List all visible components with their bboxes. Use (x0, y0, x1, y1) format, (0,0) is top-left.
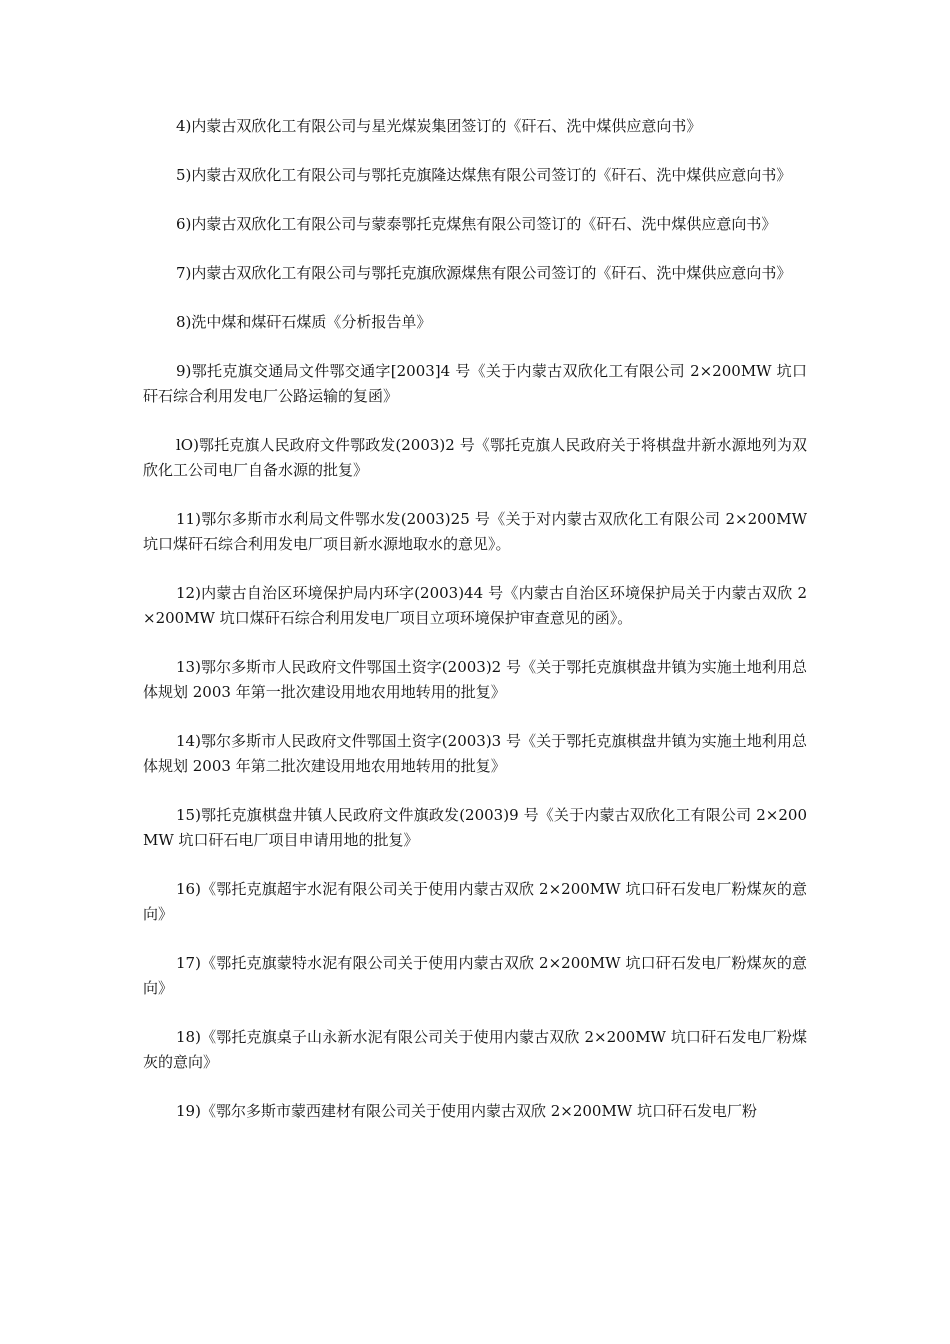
list-item: 13)鄂尔多斯市人民政府文件鄂国土资字(2003)2 号《关于鄂托克旗棋盘井镇为实施土地利用总体规划 2003 年第一批次建设用地农用地转用的批复》 (143, 658, 807, 701)
document-body (143, 114, 807, 1148)
list-item: 15)鄂托克旗棋盘井镇人民政府文件旗政发(2003)9 号《关于内蒙古双欣化工有限公司 2×200MW 坑口矸石电厂项目申请用地的批复》 (143, 806, 807, 849)
list-item: 14)鄂尔多斯市人民政府文件鄂国土资字(2003)3 号《关于鄂托克旗棋盘井镇为实施土地利用总体规划 2003 年第二批次建设用地农用地转用的批复》 (143, 732, 807, 775)
list-item: 8)洗中煤和煤矸石煤质《分析报告单》 (176, 313, 432, 331)
list-item: 16)《鄂托克旗超宇水泥有限公司关于使用内蒙古双欣 2×200MW 坑口矸石发电厂粉煤灰的意向》 (143, 880, 807, 923)
list-item: 6)内蒙古双欣化工有限公司与蒙泰鄂托克煤焦有限公司签订的《矸石、洗中煤供应意向书》 (176, 215, 777, 233)
list-item: 9)鄂托克旗交通局文件鄂交通字[2003]4 号《关于内蒙古双欣化工有限公司 2×200MW 坑口矸石综合利用发电厂公路运输的复函》 (143, 362, 807, 405)
list-item: 17)《鄂托克旗蒙特水泥有限公司关于使用内蒙古双欣 2×200MW 坑口矸石发电厂粉煤灰的意向》 (143, 954, 807, 997)
list-item: 11)鄂尔多斯市水利局文件鄂水发(2003)25 号《关于对内蒙古双欣化工有限公司 2×200MW 坑口煤矸石综合利用发电厂项目新水源地取水的意见》。 (143, 510, 807, 553)
list-item: lO)鄂托克旗人民政府文件鄂政发(2003)2 号《鄂托克旗人民政府关于将棋盘井新水源地列为双欣化工公司电厂自备水源的批复》 (143, 436, 807, 479)
list-item: 12)内蒙古自治区环境保护局内环字(2003)44 号《内蒙古自治区环境保护局关于内蒙古双欣 2×200MW 坑口煤矸石综合利用发电厂项目立项环境保护审查意见的函》。 (143, 584, 807, 627)
list-item: 18)《鄂托克旗桌子山永新水泥有限公司关于使用内蒙古双欣 2×200MW 坑口矸石发电厂粉煤灰的意向》 (143, 1028, 807, 1071)
list-item: 4)内蒙古双欣化工有限公司与星光煤炭集团签订的《矸石、洗中煤供应意向书》 (176, 117, 702, 135)
list-item: 5)内蒙古双欣化工有限公司与鄂托克旗隆达煤焦有限公司签订的《矸石、洗中煤供应意向书》 (176, 166, 792, 184)
list-item: 19)《鄂尔多斯市蒙西建材有限公司关于使用内蒙古双欣 2×200MW 坑口矸石发电厂粉 (176, 1102, 757, 1120)
list-item: 7)内蒙古双欣化工有限公司与鄂托克旗欣源煤焦有限公司签订的《矸石、洗中煤供应意向书》 (176, 264, 792, 282)
